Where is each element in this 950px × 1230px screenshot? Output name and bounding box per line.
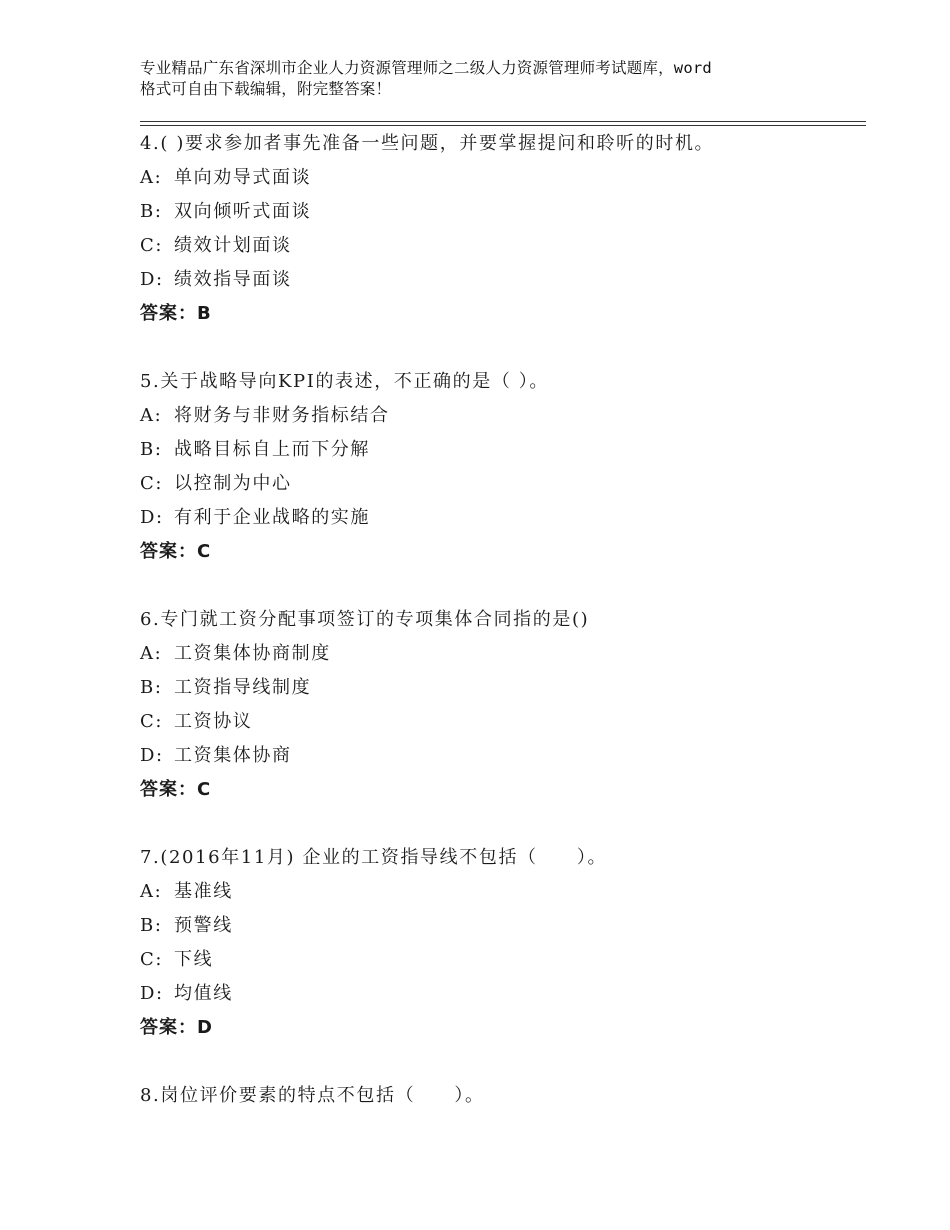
- question-spacer: [140, 807, 860, 841]
- option-letter: C:: [140, 711, 164, 732]
- option-letter: D:: [140, 983, 164, 1004]
- question-list: [140, 127, 860, 1113]
- option-letter: A:: [140, 167, 163, 188]
- option-a: [140, 399, 860, 433]
- option-text: 单向劝导式面谈: [174, 167, 312, 188]
- option-c: [140, 943, 860, 977]
- option-a: [140, 637, 860, 671]
- option-a: [140, 161, 860, 195]
- option-d: [140, 977, 860, 1011]
- question-spacer: [140, 1045, 860, 1079]
- option-letter: D:: [140, 745, 164, 766]
- option-b: [140, 195, 860, 229]
- option-letter: A:: [140, 881, 163, 902]
- question-5: [140, 365, 860, 569]
- question-text: 6.专门就工资分配事项签订的专项集体合同指的是(): [140, 609, 590, 630]
- option-text: 预警线: [174, 915, 233, 936]
- option-text: 双向倾听式面谈: [174, 201, 312, 222]
- answer-line: 答案：B: [140, 303, 212, 324]
- option-c: [140, 705, 860, 739]
- option-letter: D:: [140, 507, 164, 528]
- option-text: 工资协议: [174, 711, 253, 732]
- option-text: 基准线: [174, 881, 233, 902]
- option-text: 将财务与非财务指标结合: [174, 405, 390, 426]
- question-text: 4.( )要求参加者事先准备一些问题，并要掌握提问和聆听的时机。: [140, 133, 715, 154]
- header-line-2: 格式可自由下载编辑，附完整答案！: [140, 80, 392, 98]
- option-text: 绩效指导面谈: [174, 269, 292, 290]
- question-7: [140, 841, 860, 1045]
- option-d: [140, 263, 860, 297]
- document-header: [140, 58, 840, 100]
- option-text: 工资集体协商制度: [174, 643, 331, 664]
- option-letter: A:: [140, 643, 163, 664]
- question-spacer: [140, 569, 860, 603]
- option-text: 工资指导线制度: [174, 677, 312, 698]
- option-text: 战略目标自上而下分解: [174, 439, 370, 460]
- option-text: 均值线: [174, 983, 233, 1004]
- option-text: 有利于企业战略的实施: [174, 507, 370, 528]
- question-4: [140, 127, 860, 331]
- option-letter: B:: [140, 439, 163, 460]
- option-b: [140, 433, 860, 467]
- option-text: 以控制为中心: [174, 473, 292, 494]
- option-b: [140, 909, 860, 943]
- header-line-1: 专业精品广东省深圳市企业人力资源管理师之二级人力资源管理师考试题库，word: [140, 59, 712, 77]
- option-letter: C:: [140, 473, 164, 494]
- question-text: 5.关于战略导向KPI的表述，不正确的是（ ）。: [140, 371, 549, 392]
- option-letter: D:: [140, 269, 164, 290]
- option-letter: C:: [140, 949, 164, 970]
- option-d: [140, 739, 860, 773]
- option-c: [140, 229, 860, 263]
- question-text: 8.岗位评价要素的特点不包括（ ）。: [140, 1085, 485, 1106]
- question-8: [140, 1079, 860, 1113]
- option-b: [140, 671, 860, 705]
- option-d: [140, 501, 860, 535]
- option-text: 下线: [174, 949, 214, 970]
- option-text: 工资集体协商: [174, 745, 292, 766]
- answer-line: 答案：C: [140, 541, 212, 562]
- header-divider-top: [140, 121, 866, 122]
- question-text: 7.(2016年11月) 企业的工资指导线不包括（ ）。: [140, 847, 608, 868]
- question-6: [140, 603, 860, 807]
- option-letter: B:: [140, 677, 163, 698]
- question-spacer: [140, 331, 860, 365]
- option-text: 绩效计划面谈: [174, 235, 292, 256]
- option-a: [140, 875, 860, 909]
- answer-line: 答案：C: [140, 779, 212, 800]
- header-divider-bottom: [140, 125, 866, 126]
- option-letter: C:: [140, 235, 164, 256]
- answer-line: 答案：D: [140, 1017, 213, 1038]
- option-c: [140, 467, 860, 501]
- option-letter: B:: [140, 915, 163, 936]
- option-letter: B:: [140, 201, 163, 222]
- option-letter: A:: [140, 405, 163, 426]
